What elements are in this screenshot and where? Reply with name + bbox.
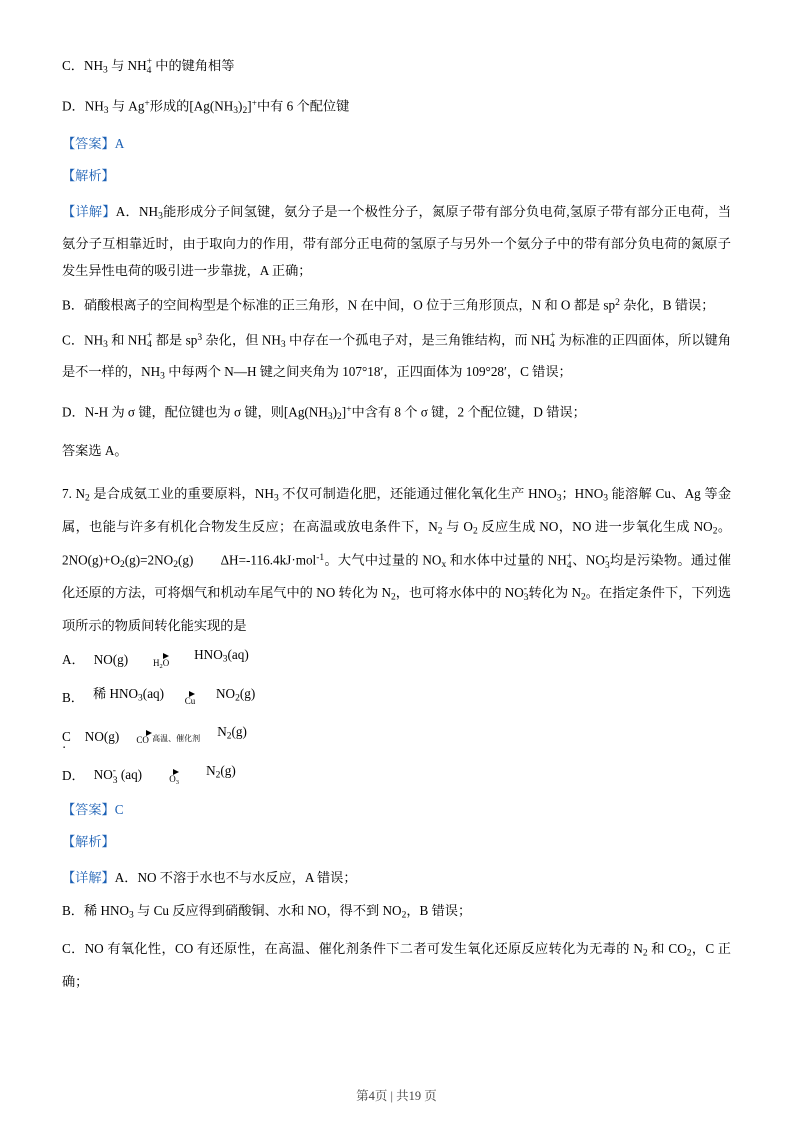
q7-option-a: A． NO(g) $H_2O$ $HNO_3(aq)$ xyxy=(62,646,249,670)
reaction-arrow-d: $O_3$ xyxy=(169,773,179,786)
q6-answer-line: 答案选 A。 xyxy=(62,443,128,458)
q6-detail-d: D．N-H 为 σ 键，配位键也为 σ 键，则$[Ag(NH_3)_2]^+$中含有 8 个 σ 键，2 个配位键，D 错误； xyxy=(62,404,586,422)
reaction-arrow-b: Cu xyxy=(184,696,196,707)
reaction-arrow-c: CO 高温、催化剂 xyxy=(136,733,201,745)
q6-analysis-tag: 【解析】 xyxy=(62,167,115,183)
q7-analysis-tag: 【解析】 xyxy=(62,833,115,849)
q7-detail-c: C．NO 有氧化性，CO 有还原性，在高温、催化剂条件下二者可发生氧化还原反应转化为无毒的 $N_2$ 和 $CO_2$，C 正确； xyxy=(62,941,731,989)
option-c-top: C．$NH_3$ 与 NH + 4 中的键角相等 xyxy=(62,57,235,77)
reaction-arrow-a: $H_2O$ xyxy=(153,657,170,670)
page-footer: 第4页 | 共19 页 xyxy=(356,1089,437,1103)
q7-detail-b: B．稀 $HNO_3$ 与 Cu 反应得到硝酸铜、水和 NO，得不到 $NO_2$，B 错误； xyxy=(62,902,472,921)
q6-answer-tag: 【答案】A xyxy=(62,135,125,151)
q6-detail-a: 【详解】A．$NH_3$能形成分子间氢键，氨分子是一个极性分子，氮原子带有部分负电荷,氢原子带有部分正电荷，当氨分子互相靠近时，由于取向力的作用，带有部分正电荷的氢原子与另外一个氨分子中的带有部分负电荷的氮原子发生异性电荷的吸引进一步靠拢，A 正确； xyxy=(62,203,732,279)
q7-detail-label: 【详解】 xyxy=(62,869,115,885)
option-d-top: D．$NH_3$ 与 Ag+形成的$[Ag(NH_3)_2]^+$中有 6 个配位键 xyxy=(62,97,350,116)
q7-answer-tag: 【答案】C xyxy=(62,801,124,817)
q7-option-b: B． 稀 $HNO_3(aq)$ Cu $NO_2(g)$ xyxy=(62,685,256,707)
q6-detail-c: C．$NH_3$ 和 NH + 4 都是 $sp^3$ 杂化，但 $NH_3$ 中存在一个孤电子对，是三角锥结构，而 NH + 4 为标准的正四面体，所以键角是不一样的，$NH_3$ 中每两个 N—H 键之间夹角为 107°18′，正四面体为 109°28′，C 错误； xyxy=(62,330,732,383)
q6-detail-b: B．硝酸根离子的空间构型是个标准的正三角形，N 在中间，O 位于三角形顶点，N 和 O 都是 $sp^2$ 杂化，B 错误； xyxy=(62,297,715,313)
q7-option-d: D． NO - 3 (aq) $O_3$ $N_2(g)$ xyxy=(62,762,236,786)
q6-detail-label: 【详解】 xyxy=(62,203,116,219)
q7-stem: 7. $N_2$ 是合成氨工业的重要原料，$NH_3$ 不仅可制造化肥，还能通过催化氧化生产 $HNO_3$；$HNO_3$ 能溶解 Cu、Ag 等金属，也能与许多有机化合物发生反应；在高温或放电条件下，$N_2$ 与 $O_2$ 反应生成 NO，NO 进一步氧化生成 $NO_2$。$2NO(g)+O_2(g)=2NO_2(g)$ ΔH=-116.4kJ·mol$^{-1}$。大气中过量的 $NO_x$ 和水体中过量的 NH + 4 、NO - 3 均是污染物。通过催化还原的方法，可将烟气和机动车尾气中的 NO 转化为 $N_2$，也可将水体中的 NO - 3 转化为 $N_2$。在指定条件下，下列选项所示的物质间转化能实现的是 xyxy=(62,486,732,633)
q7-option-c: C . NO(g) CO 高温、催化剂 $N_2(g)$ xyxy=(62,722,731,747)
q7-detail-a: 【详解】A．NO 不溶于水也不与水反应，A 错误； xyxy=(62,869,357,885)
